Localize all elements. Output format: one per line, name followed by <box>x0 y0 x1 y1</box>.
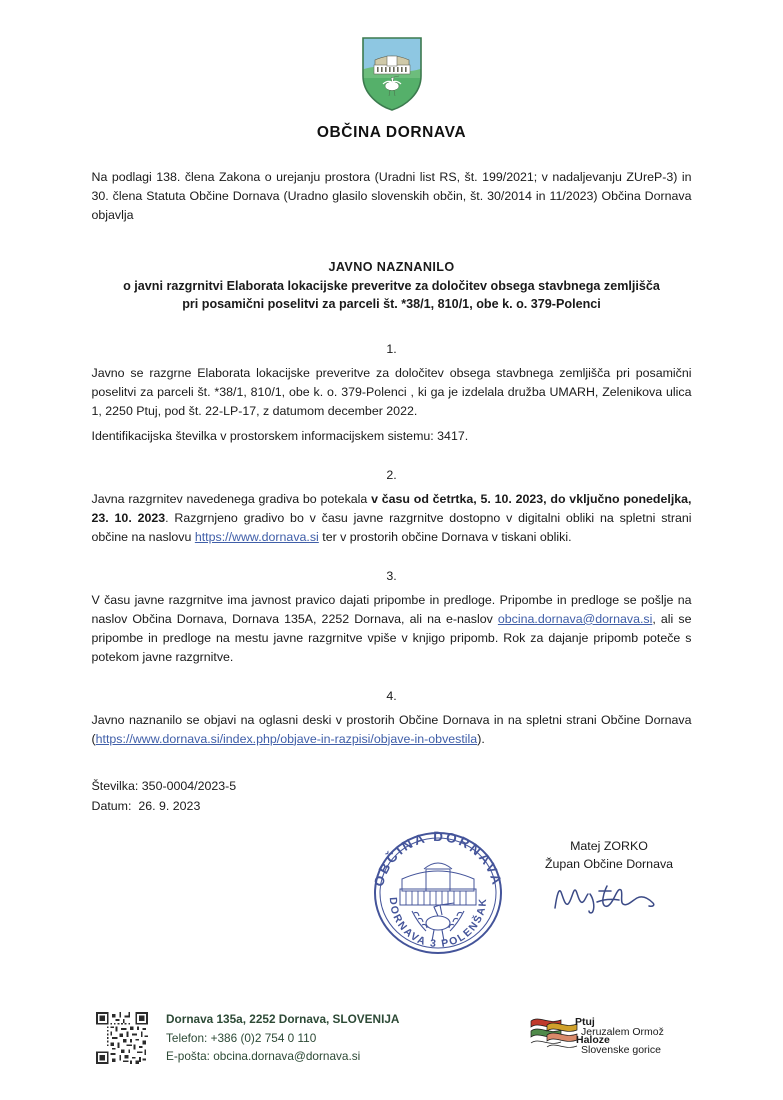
svg-text:Haloze: Haloze <box>576 1034 610 1047</box>
section-4-paragraph <box>92 711 692 749</box>
ptuj-tourism-logo-icon <box>527 1011 687 1065</box>
section-number-3: 3. <box>386 569 397 584</box>
svg-text:DORNAVA 3 POLENŠAK: DORNAVA 3 POLENŠAK <box>386 896 489 950</box>
announcements-page-link[interactable]: https://www.dornava.si/index.php/objave-in-razpisi/objave-in-obvestila <box>95 731 478 746</box>
footer-contact-lines <box>166 1010 399 1066</box>
footer-contact-block <box>96 1010 399 1066</box>
svg-text:OBČINA DORNAVA: OBČINA DORNAVA <box>370 828 505 888</box>
document-header <box>0 0 783 142</box>
document-footer <box>0 1010 783 1066</box>
notice-title-line-1: JAVNO NAZNANILO <box>328 259 455 274</box>
signature-area <box>92 817 692 967</box>
svg-text:Jeruzalem Ormož: Jeruzalem Ormož <box>581 1026 664 1039</box>
section-1-paragraph-2: Identifikacijska številka v prostorskem informacijskem sistemu: 3417. <box>91 429 469 444</box>
section-2-paragraph <box>92 490 692 548</box>
notice-title-line-3: pri posamični poselitvi za parceli št. *38/1, 810/1, obe k. o. 379-Polenci <box>182 297 601 312</box>
signer-block <box>522 837 697 924</box>
section-4-text-2: ). <box>477 731 485 746</box>
document-meta <box>92 755 692 817</box>
signer-role: Župan Občine Dornava <box>544 857 674 872</box>
section-3-text-2: , ali se pripombe in predloge na mestu javne razgrnitve vpiše v knjigo pripomb. Rok za dajanje pripomb poteče s potekom javne razgrnitve. <box>91 611 692 665</box>
footer-phone: Telefon: +386 (0)2 754 0 110 <box>166 1030 317 1045</box>
section-number-4: 4. <box>386 689 397 704</box>
date-value: 26. 9. 2023 <box>138 798 201 813</box>
document-body <box>92 142 692 749</box>
svg-text:Slovenske gorice: Slovenske gorice <box>581 1044 661 1057</box>
dornava-website-link[interactable]: https://www.dornava.si <box>194 530 319 545</box>
footer-address: Dornava 135a, 2252 Dornava, SLOVENIJA <box>166 1012 400 1027</box>
section-3-paragraph <box>92 591 692 668</box>
reference-number-row <box>92 777 692 797</box>
page-title: OBČINA DORNAVA <box>316 124 467 141</box>
section-2-text-2: . Razgrnjeno gradivo bo v času javne razgrnitve dostopno v digitalni obliki na spletni strani občine na naslovu <box>91 510 692 545</box>
notice-title <box>92 258 692 315</box>
section-2-dates: v času od četrtka, 5. 10. 2023, do vključno ponedeljka, 23. 10. 2023 <box>91 491 692 525</box>
qr-code-icon <box>96 1012 148 1064</box>
section-4-text-1: Javno naznanilo se objavi na oglasni deski v prostorih Občine Dornava in na spletni strani Občine Dornava ( <box>91 712 692 746</box>
section-1-paragraph-1: Javno se razgrne Elaborata lokacijske preveritve za določitev obsega stavbnega zemljišča pri posamični poselitvi za parceli št. *38/1, 810/1, obe k. o. 379-Polenci , ki ga je izdelala družba UMARH, Zelenikova ulica 1, 2250 Ptuj, pod št. 22-LP-17, z datumom december 2022. <box>91 365 692 418</box>
signer-name: Matej ZORKO <box>570 838 648 853</box>
date-row <box>92 797 692 817</box>
intro-paragraph: Na podlagi 138. člena Zakona o urejanju prostora (Uradni list RS, št. 199/2021; v nadaljevanju ZUreP-3) in 30. člena Statuta Občine Dornava (Uradno glasilo slovenskih občin, št. 30/2014 in 11/2023) Občina Dornava objavlja <box>91 170 692 223</box>
section-2-text-3: ter v prostorih občine Dornava v tiskani obliki. <box>318 530 572 545</box>
footer-email: E-pošta: obcina.dornava@dornava.si <box>166 1049 361 1064</box>
section-number-1: 1. <box>386 342 397 357</box>
date-label: Datum: <box>91 798 132 813</box>
reference-number-label: Številka: <box>91 779 139 794</box>
dornava-coat-of-arms-icon <box>361 36 423 112</box>
handwritten-signature-icon <box>549 878 669 918</box>
section-number-2: 2. <box>386 468 397 483</box>
municipality-email-link[interactable]: obcina.dornava@dornava.si <box>497 611 653 626</box>
svg-text:Ptuj: Ptuj <box>575 1016 595 1029</box>
section-2-text-1: Javna razgrnitev navedenega gradiva bo potekala <box>91 491 372 506</box>
reference-number-value: 350-0004/2023-5 <box>141 779 237 794</box>
official-round-stamp-icon <box>364 827 512 959</box>
notice-title-line-2: o javni razgrnitvi Elaborata lokacijske preveritve za določitev obsega stavbnega zemljišča <box>123 278 660 293</box>
section-3-text-1: V času javne razgrnitve ima javnost pravico dajati pripombe in predloge. Pripombe in predloge se pošlje na naslov Občina Dornava, Dornava 135A, 2252 Dornava, ali na e-naslov <box>91 592 692 626</box>
